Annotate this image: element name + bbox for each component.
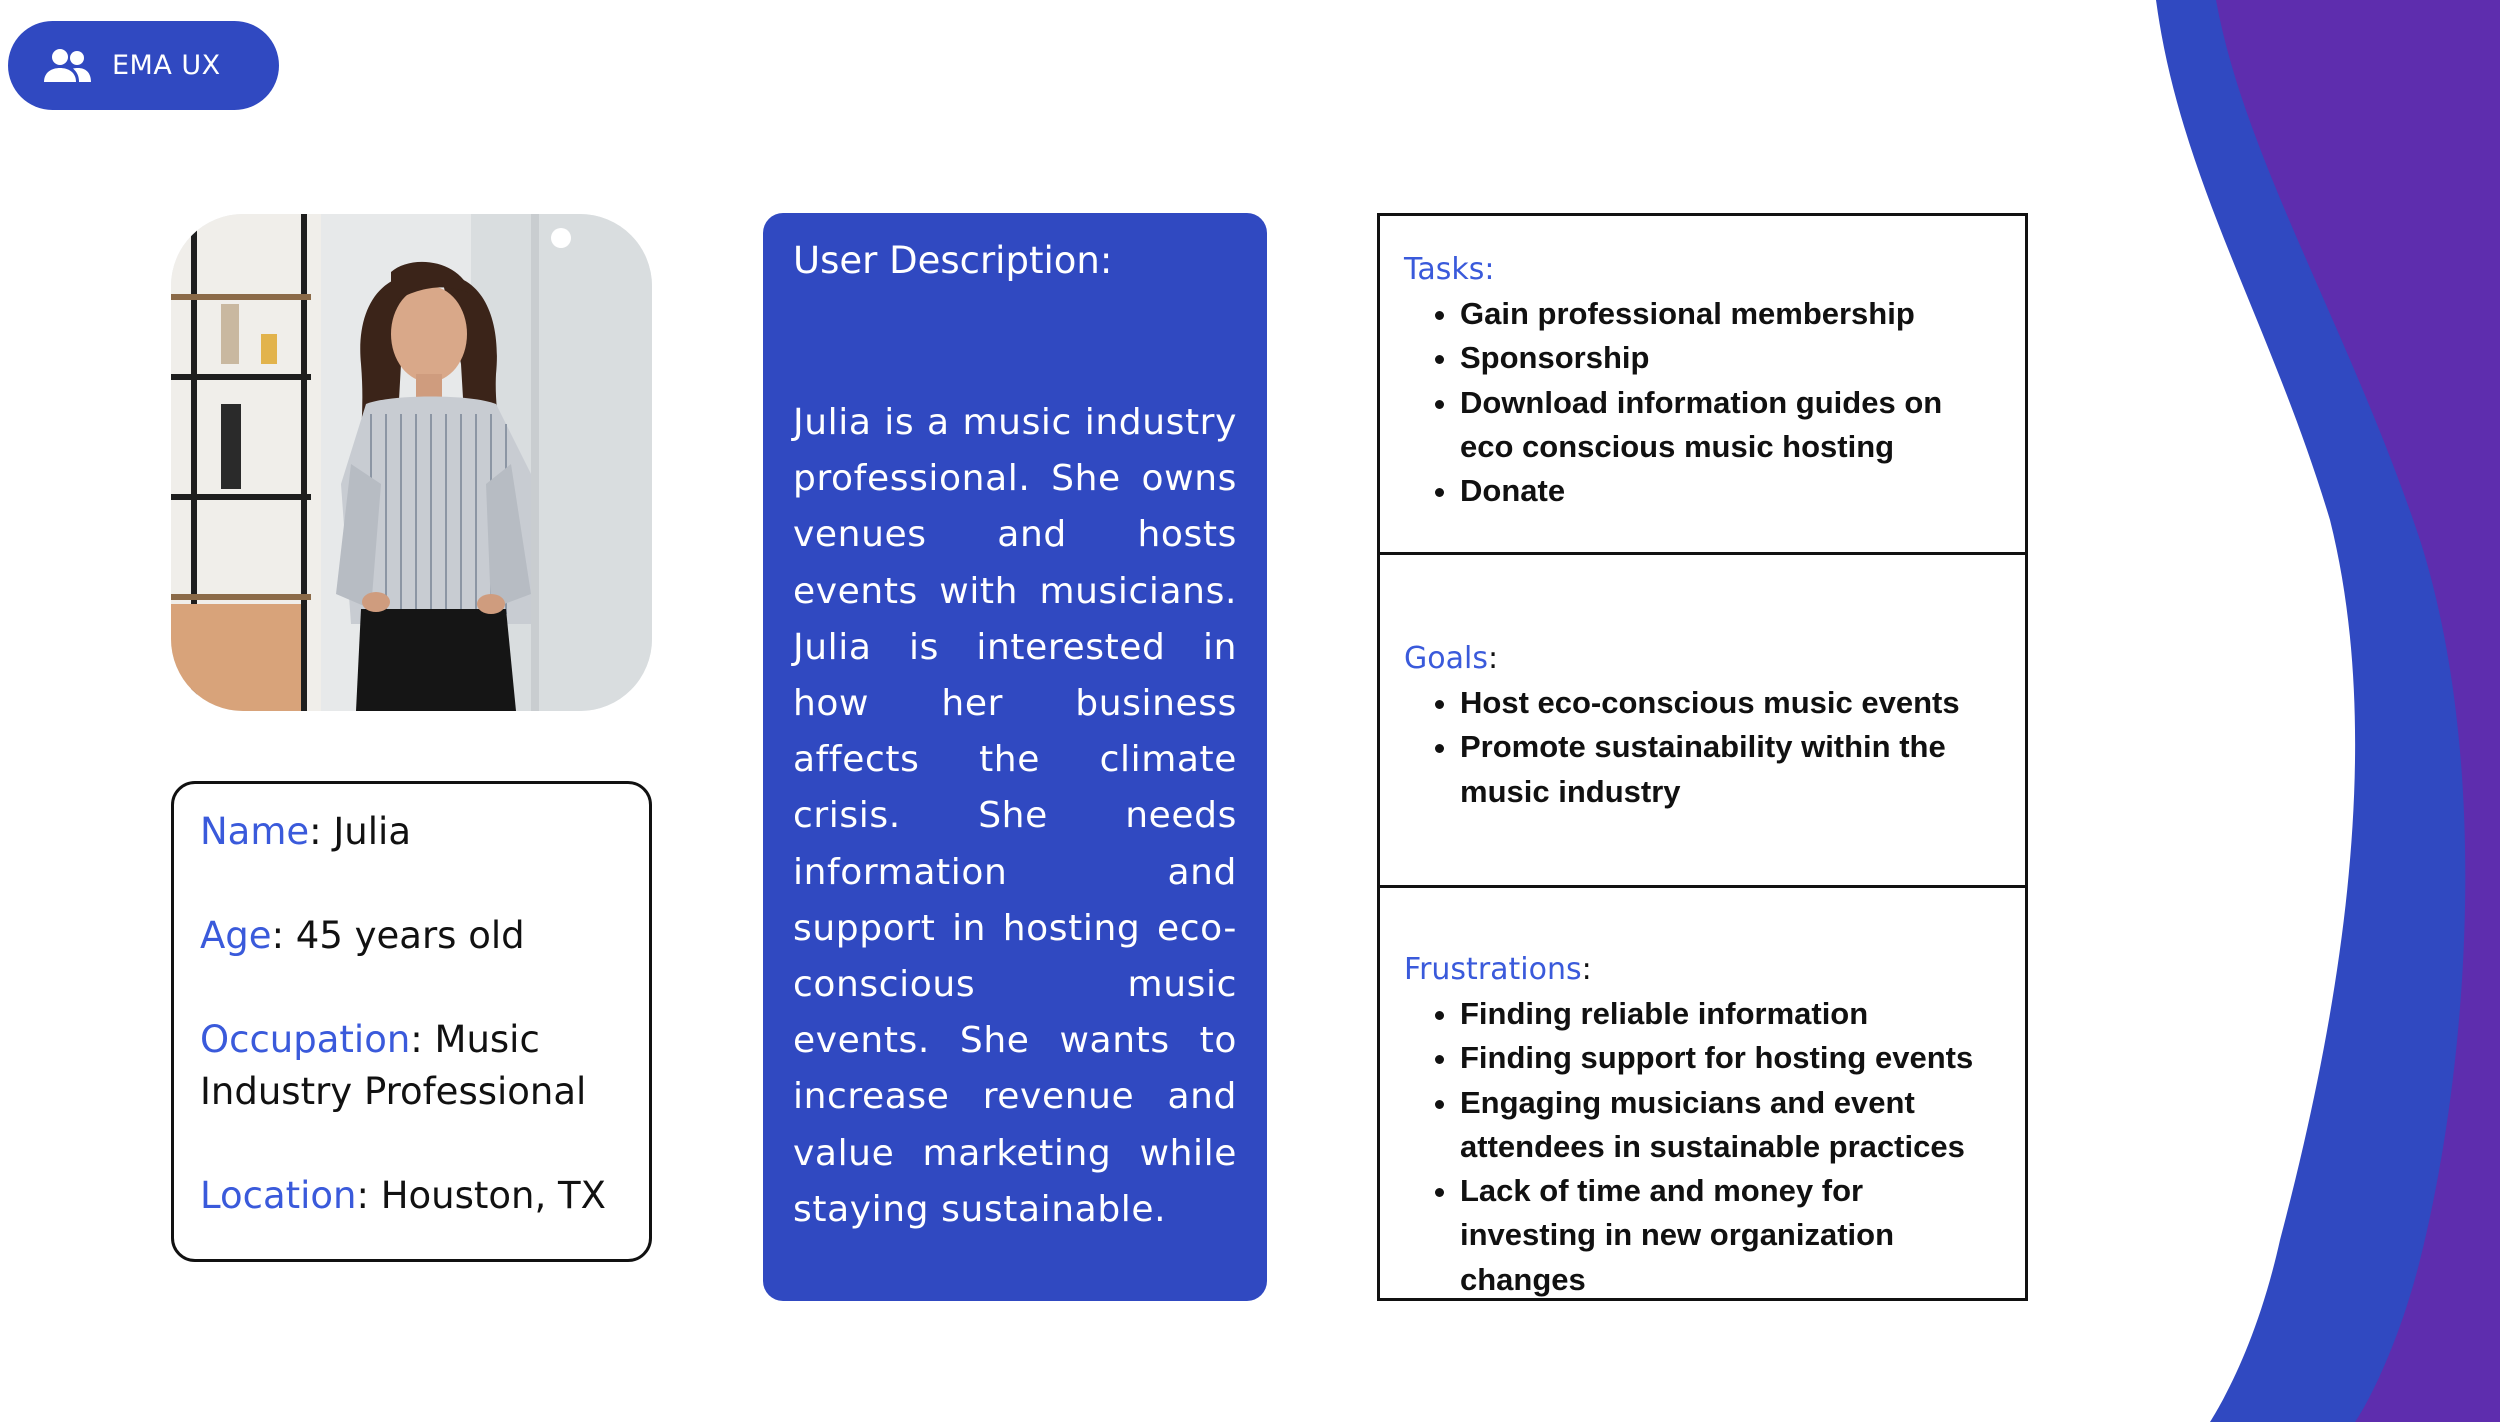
occupation-value: : Music Industry Professional bbox=[200, 1018, 587, 1113]
tasks-title: Tasks: bbox=[1404, 252, 1495, 287]
frustration-item: • Finding reliable information bbox=[1460, 992, 2001, 1036]
task-item: • Gain professional membership bbox=[1460, 292, 2001, 336]
frustrations-title: Frustrations bbox=[1404, 952, 1582, 987]
frustrations-list bbox=[1404, 992, 2001, 1302]
goal-item: • Promote sustainability within the music industry bbox=[1460, 725, 2001, 814]
goals-section bbox=[1380, 555, 2025, 888]
persona-details-panel bbox=[1377, 213, 2028, 1301]
name-label: Name bbox=[200, 810, 310, 853]
goal-item: • Host eco-conscious music events bbox=[1460, 681, 2001, 725]
age-row bbox=[200, 910, 623, 962]
frustration-item: • Lack of time and money for investing in new organization changes bbox=[1460, 1169, 2001, 1302]
users-icon bbox=[40, 46, 94, 86]
frustration-item: • Finding support for hosting events bbox=[1460, 1036, 2001, 1080]
task-item: • Donate bbox=[1460, 469, 2001, 513]
location-label: Location bbox=[200, 1174, 357, 1217]
goals-title: Goals bbox=[1404, 641, 1488, 676]
description-body: Julia is a music industry professional. She owns venues and hosts events with musicians. Julia is interested in how her business affects the climate crisis. She needs information and support in hosting eco-conscious music events. She wants to increase revenue and value marketing while staying sustainable. bbox=[793, 402, 1237, 1230]
name-value: : Julia bbox=[309, 810, 411, 853]
goals-list bbox=[1404, 681, 2001, 814]
task-item: • Download information guides on eco conscious music hosting bbox=[1460, 381, 2001, 470]
tasks-list bbox=[1404, 292, 2001, 513]
badge-label: EMA UX bbox=[112, 50, 221, 81]
name-row bbox=[200, 806, 623, 858]
occupation-row bbox=[200, 1014, 623, 1118]
profile-info-card bbox=[171, 781, 652, 1262]
frustrations-title-colon: : bbox=[1581, 952, 1592, 987]
frustrations-section bbox=[1380, 888, 2025, 1298]
age-label: Age bbox=[200, 914, 272, 957]
task-item: • Sponsorship bbox=[1460, 336, 2001, 380]
age-value: : 45 years old bbox=[271, 914, 525, 957]
ema-ux-badge[interactable] bbox=[8, 21, 279, 110]
location-value: : Houston, TX bbox=[356, 1174, 606, 1217]
goals-title-colon: : bbox=[1487, 641, 1499, 676]
location-row bbox=[200, 1170, 623, 1222]
occupation-label: Occupation bbox=[200, 1018, 411, 1061]
user-description-card bbox=[763, 213, 1267, 1301]
tasks-section bbox=[1380, 216, 2025, 555]
description-title: User Description: bbox=[793, 239, 1113, 282]
persona-photo bbox=[171, 214, 652, 711]
frustration-item: • Engaging musicians and event attendees in sustainable practices bbox=[1460, 1081, 2001, 1170]
